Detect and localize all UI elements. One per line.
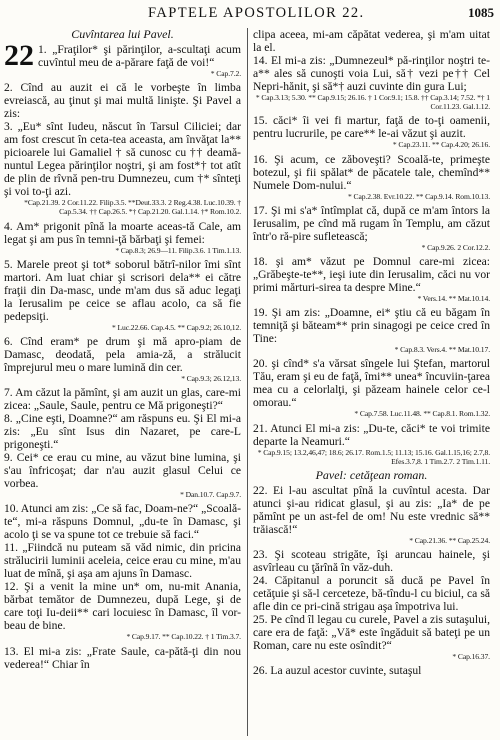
verse: 2. Cînd au auzit ei că le vorbeşte în limba evreiască, au ţinut şi mai multă linişte. Şi Pavel a zis: [4,81,241,121]
cross-reference: * Cap.7.2. [210,69,241,78]
verse: 18. şi am* văzut pe Domnul care-mi zicea: „Grăbeşte-te**, ieşi iute din Ierusalim, căci nu vor primi mărturi-sirea ta despre Mine.“ [253,255,490,295]
cross-reference: * Cap.21.36. ** Cap.25.24. [409,536,490,546]
section-heading: Pavel: cetăţean roman. [315,468,428,483]
verse: 4. Am* prigonit pînă la moarte aceas-tă Cale, am legat şi am pus în temni-ţă bărbaţi şi femei: [4,219,241,246]
right-column [253,28,490,677]
verse: 19. Şi am zis: „Doamne, ei* ştiu că eu băgam în temniţă şi băteam** prin sinagogi pe ceice cred în Tine: [253,306,490,346]
cross-reference: * Cap.8.3; 26.9—11. Filip.3.6. 1 Tim.1.13. [115,245,241,255]
verse: 13. El mi-a zis: „Frate Saule, ca-pătă-ţi din nou vederea!“ Chiar în [4,644,241,671]
cross-reference: * Cap.9.3; 26.12,13. [181,374,241,384]
running-header [0,3,500,23]
verse: 22. Ei l-au ascultat pînă la cuvîntul acesta. Dar atunci şi-au ridicat glasul, şi au zis: „Ia* de pe pămînt pe un ast-fel de om! Nu este vrednic să** trăiască!“ [253,484,490,537]
verse: 8. „Cine eşti, Doamne?“ am răspuns eu. Şi El mi-a zis: „Eu sînt Isus din Nazaret, pe care-L prigoneşti.“ [4,412,241,452]
cross-reference: * Cap.9.17. ** Cap.10.22. † 1 Tim.3.7. [126,632,241,642]
verse: 16. Şi acum, ce zăboveşti? Scoală-te, primeşte botezul, şi fii spălat* de păcatele tale, chemînd** Numele Dom-nului.“ [253,152,490,192]
verse: 11. „Fiindcă nu puteam să văd nimic, din pricina strălucirii luminii aceleia, ceice erau cu mine, m'au luat de mînă, şi aşa am ajuns în Damasc. [4,541,241,581]
cross-reference: * Cap.16.37. [452,652,490,662]
cross-reference: * Cap.3.13; 5.30. ** Cap.9.15; 26.16. † 1 Cor.9.1; 15.8. †† Cap.3.14; 7.52. *† 1 Cor.11.23. Gal.1.12. [255,93,490,112]
page-number: 1085 [468,5,494,20]
left-column [4,28,241,671]
column-divider [247,28,248,736]
section-heading: Cuvîntarea lui Pavel. [71,27,174,41]
verse: 17. Şi mi s'a* întîmplat că, după ce m'am întors la Ierusalim, pe cînd mă rugam în Templu, am căzut într'o ră-pire sufletească; [253,203,490,243]
cross-reference: * Vers.14. ** Mat.10.14. [417,294,490,304]
cross-reference: * Luc.22.66. Cap.4.5. ** Cap.9.2; 26.10,12. [111,322,241,332]
verse: 7. Am căzut la pămînt, şi am auzit un glas, care-mi zicea: „Saule, Saule, pentru ce Mă prigoneşti?“ [4,386,241,413]
verse: 10. Atunci am zis: „Ce să fac, Doam-ne?“ „Scoală-te“, mi-a răspuns Domnul, „du-te în Damasc, şi acolo ţi se va spune tot ce trebuie să faci.“ [4,502,241,542]
verse: 25. Pe cînd îl legau cu curele, Pavel a zis sutaşului, care era de faţă: „Vă* este îngăduit să bateţi pe un Roman, care nu este osîndit?“ [253,613,490,653]
right-verses [253,28,490,677]
verse: 5. Marele preot şi tot* soborul bătrî-nilor îmi sînt martori. Am luat chiar şi scrisori dela** ei către fraţii din Da-masc, unde m'am dus să aduc legaţi la Ierusalim pe ceice se aflau acolo, ca să fie pedepsiţi. [4,257,241,323]
left-verses [4,81,241,670]
verse: 6. Cînd eram* pe drum şi mă apro-piam de Damasc, deodată, pela amia-ză, a strălucit împrejurul meu o mare lumină din cer. [4,335,241,375]
running-title: FAPTELE APOSTOLILOR 22. [148,5,365,21]
cross-reference: * Dan.10.7. Cap.9.7. [180,490,241,500]
verse: 12. Şi a venit la mine un* om, nu-mit Anania, bărbat temător de Dumnezeu, după Lege, şi de care toţi Iu-deii** cari locuiesc în Damasc, îl vor-beau de bine. [4,580,241,633]
verse: 26. La auzul acestor cuvinte, sutaşul [253,664,422,678]
verse: 20. şi cînd* s'a vărsat sîngele lui Ştefan, martorul Tău, eram şi eu de faţă, îmi** unea* încuviin-ţarea mea cu a celorlalţi, şi păzeam hainele celor ce-l omorau.“ [253,357,490,410]
verse: 21. Atunci El mi-a zis: „Du-te, căci* te voi trimite departe la Neamuri.“ [253,421,490,448]
cross-reference: * Cap.9.15; 13.2,46,47; 18.6; 26.17. Rom.1.5; 11.13; 15.16. Gal.1.15,16; 2.7,8. Efes.3.7,8. 1 Tim.2.7. 2 Tim.1.11. [257,447,490,466]
cross-reference: * Cap.7.58. Luc.11.48. ** Cap.8.1. Rom.1.32. [354,409,490,419]
cross-reference: * Cap.23.11. ** Cap.4.20; 26.16. [392,140,490,150]
verse: clipa aceea, mi-am căpătat vederea, şi m'am uitat la el. [253,28,490,54]
cross-reference: * Cap.9.26. 2 Cor.12.2. [421,242,490,252]
verse: 14. El mi-a zis: „Dumnezeul* pă-rinţilor noştri te-a** ales să cunoşti voia Lui, să† vezi pe†† Cel Nepri-hănit, şi să*† auzi cuvinte din gura Lui; [253,54,490,93]
chapter-start [4,39,241,78]
verse: 15. căci* îi vei fi martur, faţă de to-ţi oamenii, pentru lucrurile, pe care** le-ai văzut şi auzit. [253,114,490,141]
chapter-number: 22 [4,39,34,72]
cross-reference: * Cap.8.3. Vers.4. ** Mat.10.17. [394,345,490,355]
cross-reference: * Cap.2.38. Evr.10.22. ** Cap.9.14. Rom.10.13. [348,191,490,201]
verse: 1. „Fraţilor* şi părinţilor, a-scultaţi acum cuvîntul meu de a-părare faţă de voi!“ [38,43,241,69]
verse: 24. Căpitanul a poruncit să ducă pe Pavel în cetăţuie şi să-l cerceteze, bă-tîndu-l cu biciul, ca să afle din ce pri-cină strigau aşa împotriva lui. [253,574,490,614]
verse: 9. Cei* ce erau cu mine, au văzut bine lumina, şi s'au înfricoşat; dar n'au auzit glasul Celui ce vorbea. [4,451,241,491]
cross-reference: *Cap.21.39. 2 Cor.11.22. Filip.3.5. **Deut.33.3. 2 Reg.4.38. Luc.10.39. † Cap.5.34. †† Cap.26.5. *† Cap.21.20. Gal.1.14. †* Rom.10.2. [24,198,241,217]
verse: 3. „Eu* sînt Iudeu, născut în Tarsul Ciliciei; dar am fost crescut în ceta-tea aceasta, am învăţat la** picioarele lui Gamaliel † să cunosc cu †† deamă-nuntul Legea părinţilor noştri, şi am fost*† tot atît de plin de rîvnă pen-tru Dumnezeu, cum †* sînteţi şi voi to-ţi azi. [4,120,241,199]
verse: 23. Şi scoteau strigăte, îşi aruncau hainele, şi asvîrleau cu ţărînă în văz-duh. [253,548,490,575]
